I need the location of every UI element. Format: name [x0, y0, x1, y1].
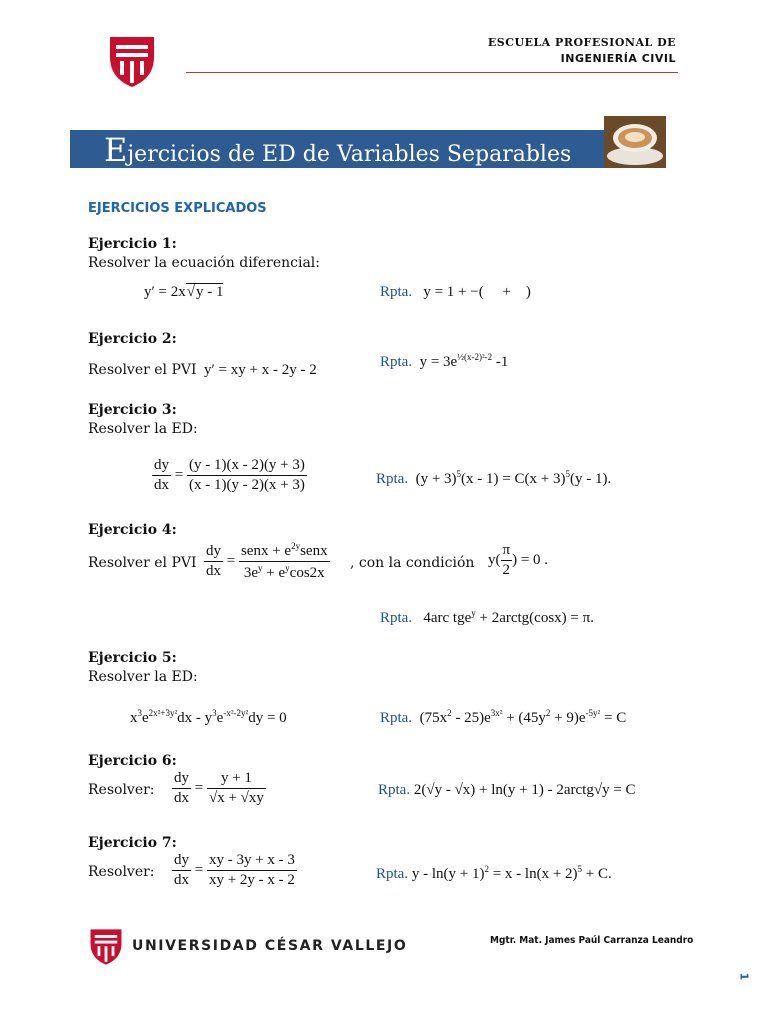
exercise-4-equation: $\frac{dy}{dx}$ = $\frac{senx + e^{2y}senx}{3e^y + e^y\cos 2x}$ [206, 541, 328, 581]
exercise-5-equation: $x^3e^{2x^2+3y^2}dx - y^3e^{-x^2-2y^2}dy = 0$ [130, 708, 287, 726]
university-logo-icon [108, 35, 156, 89]
title-rest: jercicios de ED de Variables Separables [127, 142, 572, 167]
exercise-2-prompt: Resolver el PVI [88, 362, 197, 378]
exercise-6-title: Ejercicio 6: [88, 753, 177, 769]
exercise-1-equation: y′ = 2x√y - 1 [144, 284, 224, 300]
exercise-6-equation: $\frac{dy}{dx}$ = $\frac{y + 1}{√x + √xy}$ [174, 770, 264, 806]
school-line2: INGENIERÍA CIVIL [560, 52, 676, 65]
footer-logo-icon [88, 928, 124, 966]
school-line1: ESCUELA PROFESIONAL DE [487, 36, 676, 49]
page-number: 1 [737, 972, 751, 981]
exercise-4-title: Ejercicio 4: [88, 522, 177, 538]
rpta-label: Rpta. [380, 610, 413, 626]
exercise-4-condition: , con la condición [350, 555, 475, 571]
university-name: UNIVERSIDAD CÉSAR VALLEJO [132, 938, 408, 954]
author-name: Mgtr. Mat. James Paúl Carranza Leandro [490, 935, 694, 946]
page-title [104, 130, 571, 168]
exercise-1-prompt: Resolver la ecuación diferencial: [88, 255, 320, 271]
header-divider [186, 72, 678, 73]
exercise-1-title: Ejercicio 1: [88, 236, 177, 252]
rpta-label: Rpta. [376, 471, 409, 487]
exercise-5-answer: Rpta. $(75x^2 - 25)e^{3x^2} + (45y^2 + 9)e^{-5y^2} = C$ [380, 708, 627, 726]
school-name [488, 35, 676, 67]
rpta-label: Rpta. [380, 710, 413, 726]
exercise-5-prompt: Resolver la ED: [88, 669, 198, 685]
exercise-6-prompt: Resolver: [88, 782, 155, 798]
rpta-label: Rpta. [380, 284, 413, 300]
exercise-3-prompt: Resolver la ED: [88, 421, 198, 437]
rpta-label: Rpta. [376, 866, 409, 882]
exercise-7-answer: Rpta. $y - \ln(y + 1)^2 = x - \ln(x + 2)^5 + C$. [376, 864, 612, 882]
exercise-4-answer: Rpta. 4arc tge$^y$ + 2arctg(cosx) = π. [380, 608, 594, 626]
title-first-letter: E [104, 131, 128, 169]
exercise-3-title: Ejercicio 3: [88, 402, 177, 418]
exercise-2-answer: Rpta. $y = 3e^{\frac{1}{2}(x-2)^2-2}$ -1 [380, 352, 509, 370]
exercise-5-title: Ejercicio 5: [88, 650, 177, 666]
exercise-3-answer: Rpta. $(y + 3)^5(x - 1) = C(x + 3)^5(y - 1)$. [376, 469, 612, 487]
exercise-7-prompt: Resolver: [88, 864, 155, 880]
exercise-2-title: Ejercicio 2: [88, 331, 177, 347]
rpta-label: Rpta. [380, 354, 413, 370]
exercise-6-answer: Rpta. 2(√y - √x) + ln(y + 1) - 2arctg√y = C [378, 782, 636, 798]
section-title: EJERCICIOS EXPLICADOS [88, 201, 267, 216]
exercise-2-equation: y′ = xy + x - 2y - 2 [204, 362, 317, 378]
exercise-1-answer: Rpta. y = 1 + −( + ) [380, 284, 531, 300]
exercise-4-prompt: Resolver el PVI [88, 555, 197, 571]
exercise-4-initial-value: y( $\frac{\pi}{2}$ ) = 0 . [488, 542, 549, 578]
rpta-label: Rpta. [378, 782, 411, 798]
coffee-cup-icon [604, 116, 666, 168]
exercise-7-equation: $\frac{dy}{dx}$ = $\frac{xy - 3y + x - 3}{xy + 2y - x - 2}$ [174, 852, 295, 888]
exercise-3-equation: $\frac{dy}{dx}$ = $\frac{(y - 1)(x - 2)(y + 3)}{(x - 1)(y - 2)(x + 3)}$ [154, 457, 305, 493]
exercise-7-title: Ejercicio 7: [88, 835, 177, 851]
